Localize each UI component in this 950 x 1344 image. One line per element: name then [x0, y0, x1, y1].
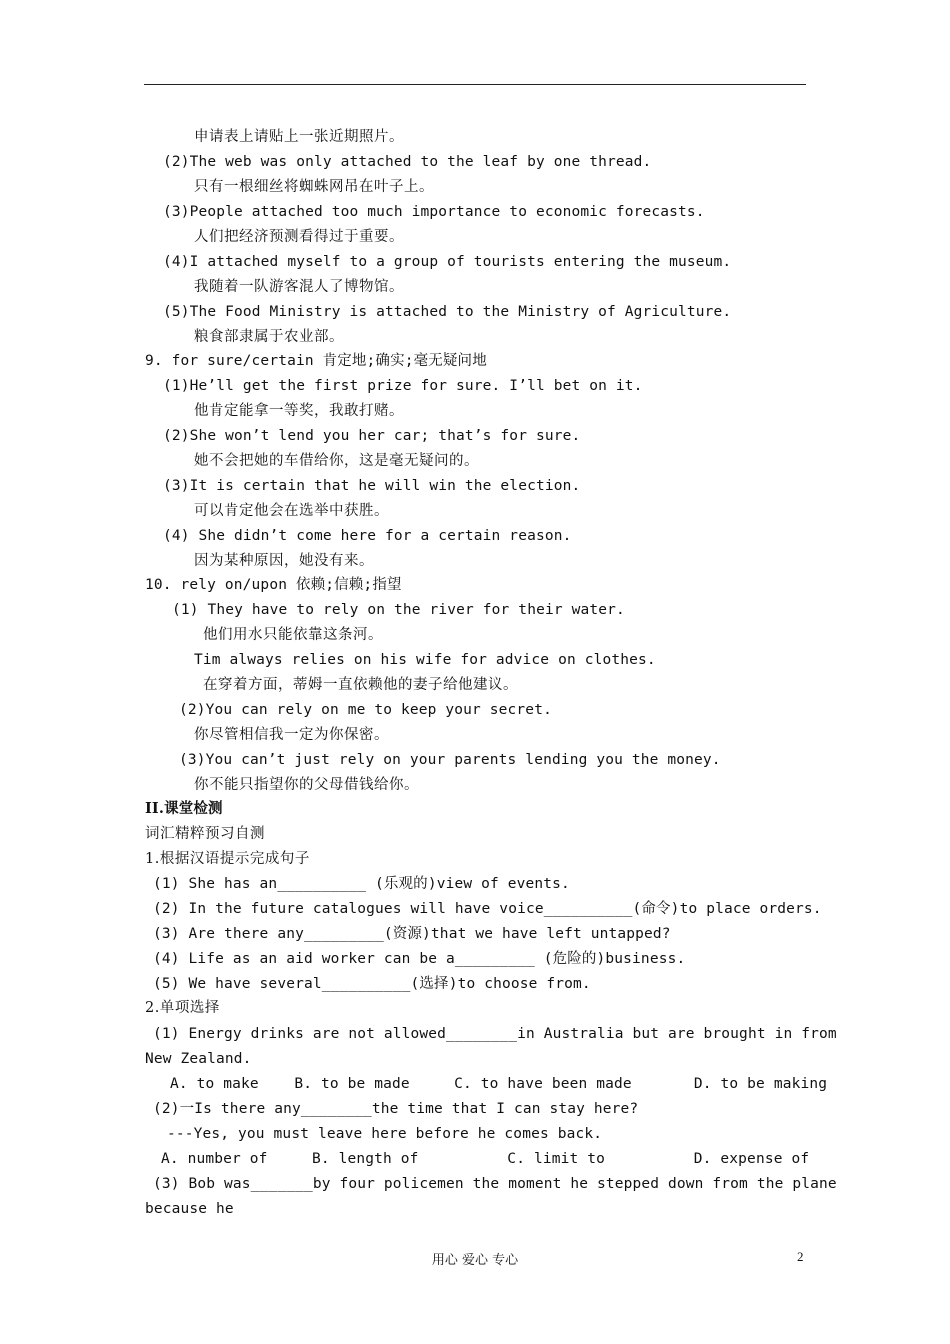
exercise-item: (4) Life as an aid worker can be a_________ (危险的)business.: [153, 951, 686, 967]
exercise-item: (3) Are there any_________(资源)that we have left untapped?: [153, 926, 671, 942]
vocab-item-heading: 9. for sure/certain 肯定地;确实;毫无疑问地: [145, 353, 487, 369]
text-line: 她不会把她的车借给你，这是毫无疑问的。: [194, 453, 479, 469]
answer-options: A. number of B. length of C. limit to D. expense of: [161, 1151, 810, 1167]
text-line: 他们用水只能依靠这条河。: [203, 627, 383, 643]
text-line: 人们把经济预测看得过于重要。: [194, 229, 404, 245]
exercise-item: (1) She has an__________ (乐观的)view of events.: [153, 876, 570, 892]
text-line: (3)People attached too much importance to economic forecasts.: [163, 204, 705, 220]
section-heading: II.课堂检测: [145, 800, 223, 817]
text-line: 可以肯定他会在选举中获胜。: [194, 503, 389, 519]
text-line: 因为某种原因，她没有来。: [194, 553, 374, 569]
text-line: (2)You can rely on me to keep your secret.: [179, 702, 552, 718]
exercise-heading: 2.单项选择: [145, 1000, 220, 1016]
question-line: New Zealand.: [145, 1051, 252, 1067]
text-line: 粮食部隶属于农业部。: [194, 329, 344, 345]
text-line: Tim always relies on his wife for advice on clothes.: [194, 652, 656, 668]
question-line: because he: [145, 1201, 234, 1217]
text-line: (5)The Food Ministry is attached to the Ministry of Agriculture.: [163, 304, 732, 320]
text-line: (2)She won’t lend you her car; that’s for sure.: [163, 428, 581, 444]
answer-options: A. to make B. to be made C. to have been made D. to be making: [170, 1076, 828, 1092]
question-line: (1) Energy drinks are not allowed________in Australia but are brought in from: [153, 1026, 837, 1042]
text-line: (4) She didn’t come here for a certain reason.: [163, 528, 572, 544]
question-line: (3) Bob was_______by four policemen the moment he stepped down from the plane: [153, 1176, 837, 1192]
exercise-item: (2) In the future catalogues will have voice__________(命令)to place orders.: [153, 901, 822, 917]
page-number: 2: [797, 1249, 804, 1264]
text-line: (4)I attached myself to a group of tourists entering the museum.: [163, 254, 732, 270]
exercise-item: (5) We have several__________(选择)to choose from.: [153, 976, 591, 992]
vocab-item-heading: 10. rely on/upon 依赖;信赖;指望: [145, 577, 402, 593]
text-line: (1) They have to rely on the river for their water.: [172, 602, 625, 618]
text-line: 在穿着方面，蒂姆一直依赖他的妻子给他建议。: [203, 677, 518, 693]
subsection-heading: 词汇精粹预习自测: [145, 826, 265, 842]
footer-motto: 用心 爱心 专心: [431, 1253, 519, 1268]
question-line: ---Yes, you must leave here before he comes back.: [167, 1126, 603, 1142]
text-line: 只有一根细丝将蜘蛛网吊在叶子上。: [194, 179, 434, 195]
text-line: 你不能只指望你的父母借钱给你。: [194, 777, 419, 793]
text-line: 他肯定能拿一等奖，我敢打赌。: [194, 403, 404, 419]
text-line: (3)You can’t just rely on your parents lending you the money.: [179, 752, 721, 768]
text-line: 申请表上请贴上一张近期照片。: [194, 129, 404, 145]
header-rule: [144, 84, 806, 85]
text-line: (2)The web was only attached to the leaf by one thread.: [163, 154, 652, 170]
text-line: 我随着一队游客混人了博物馆。: [194, 279, 404, 295]
text-line: (1)He’ll get the first prize for sure. I’ll bet on it.: [163, 378, 643, 394]
exercise-heading: 1.根据汉语提示完成句子: [145, 851, 310, 867]
text-line: (3)It is certain that he will win the election.: [163, 478, 581, 494]
question-line: (2)一Is there any________the time that I can stay here?: [153, 1101, 639, 1117]
text-line: 你尽管相信我一定为你保密。: [194, 727, 389, 743]
